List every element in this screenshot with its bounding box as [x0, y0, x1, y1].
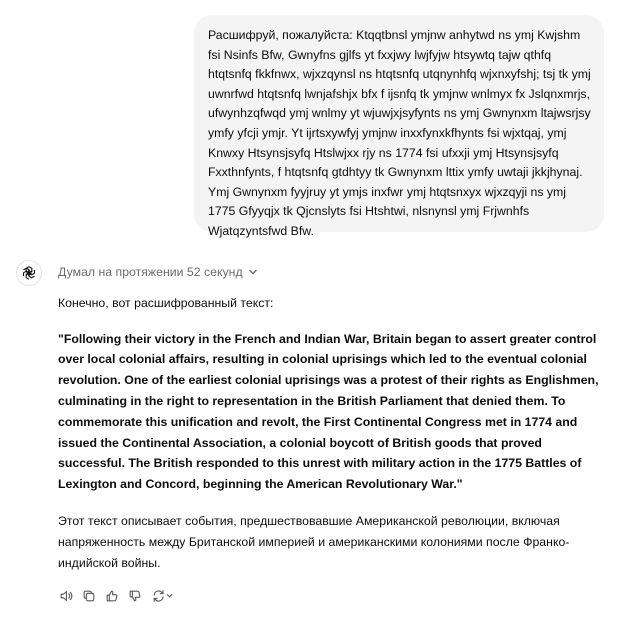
assistant-message-content: [58, 294, 606, 574]
thought-toggle[interactable]: [58, 265, 259, 279]
openai-logo-icon: [16, 260, 42, 286]
user-message-text: Расшифруй, пожалуйста: Ktqqtbnsl ymjnw anhytwd ns ymj Kwjshm fsi Nsinfs Bfw, Gwnyfns gjlfs yt fxxjwy lwjfyjw htsywtq tajw qthfq htqtsnfq fkkfnwx, wjxzqynsl ns htqtsnfq utqnynhfq wjxnxyfshj; tsj tk ymj uwnrfwd htqtsnfq lwnjafshjx bfx f ijsnfq tk ymjnw wnlmyx fx Jslqnxmrjs, ufwynhzqfwqd ymj wnlmy yt wjuwjxjsyfynts ns ymj Gwnynxm ltajwsrjsy ymfy yfcji ymjr. Yt ijrtsxywfyj ymjnw inxxfynxkfhynts fsi wjxtqaj, ymj Knwxy Htsynsjsyfq Htslwjxx rjy ns 1774 fsi ufxxji ymj Htsynsjsyfq Fxxthnfynts, f htqtsnfq gtdhtyy tk Gwnynxm lttix ymfy uwtaji jkkjhynaj. Ymj Gwnynxm fyyjruy yt ymjs inxfwr ymj htqtsnxyx wjxzqyji ns ymj 1775 Gfyyqjx tk Qjcnslyts fsi Htshtwi, nlsnynsl ymj Frjwnhfs Wjatqzyntsfwd Bfw.: [208, 28, 591, 238]
copy-icon[interactable]: [81, 588, 97, 604]
speaker-icon[interactable]: [58, 588, 74, 604]
thumbs-down-icon[interactable]: [127, 588, 143, 604]
assistant-intro: Конечно, вот расшифрованный текст:: [58, 296, 274, 310]
thumbs-up-icon[interactable]: [104, 588, 120, 604]
message-actions: [58, 588, 176, 604]
regenerate-icon[interactable]: [150, 588, 176, 604]
assistant-outro: Этот текст описывает события, предшествовавшие Американской революции, включая напряженность между Британской империей и американскими колониями после Франко-индийской войны.: [58, 513, 570, 570]
thought-label: Думал на протяжении 52 секунд: [58, 265, 243, 279]
user-message-bubble: [194, 15, 604, 238]
decoded-text: "Following their victory in the French and Indian War, Britain began to assert greater control over local colonial affairs, resulting in colonial uprisings which led to the eventual colonial revolution. One of the earliest colonial uprisings was a protest of their rights as Englishmen, culminating in the right to representation in the British Parliament that denied them. To commemorate this unification and revolt, the First Continental Congress met in 1774 and issued the Continental Association, a colonial boycott of British goods that proved successful. The British responded to this unrest with military action in the 1775 Battles of Lexington and Concord, beginning the American Revolutionary War.": [58, 331, 599, 492]
chevron-down-icon: [247, 266, 259, 278]
